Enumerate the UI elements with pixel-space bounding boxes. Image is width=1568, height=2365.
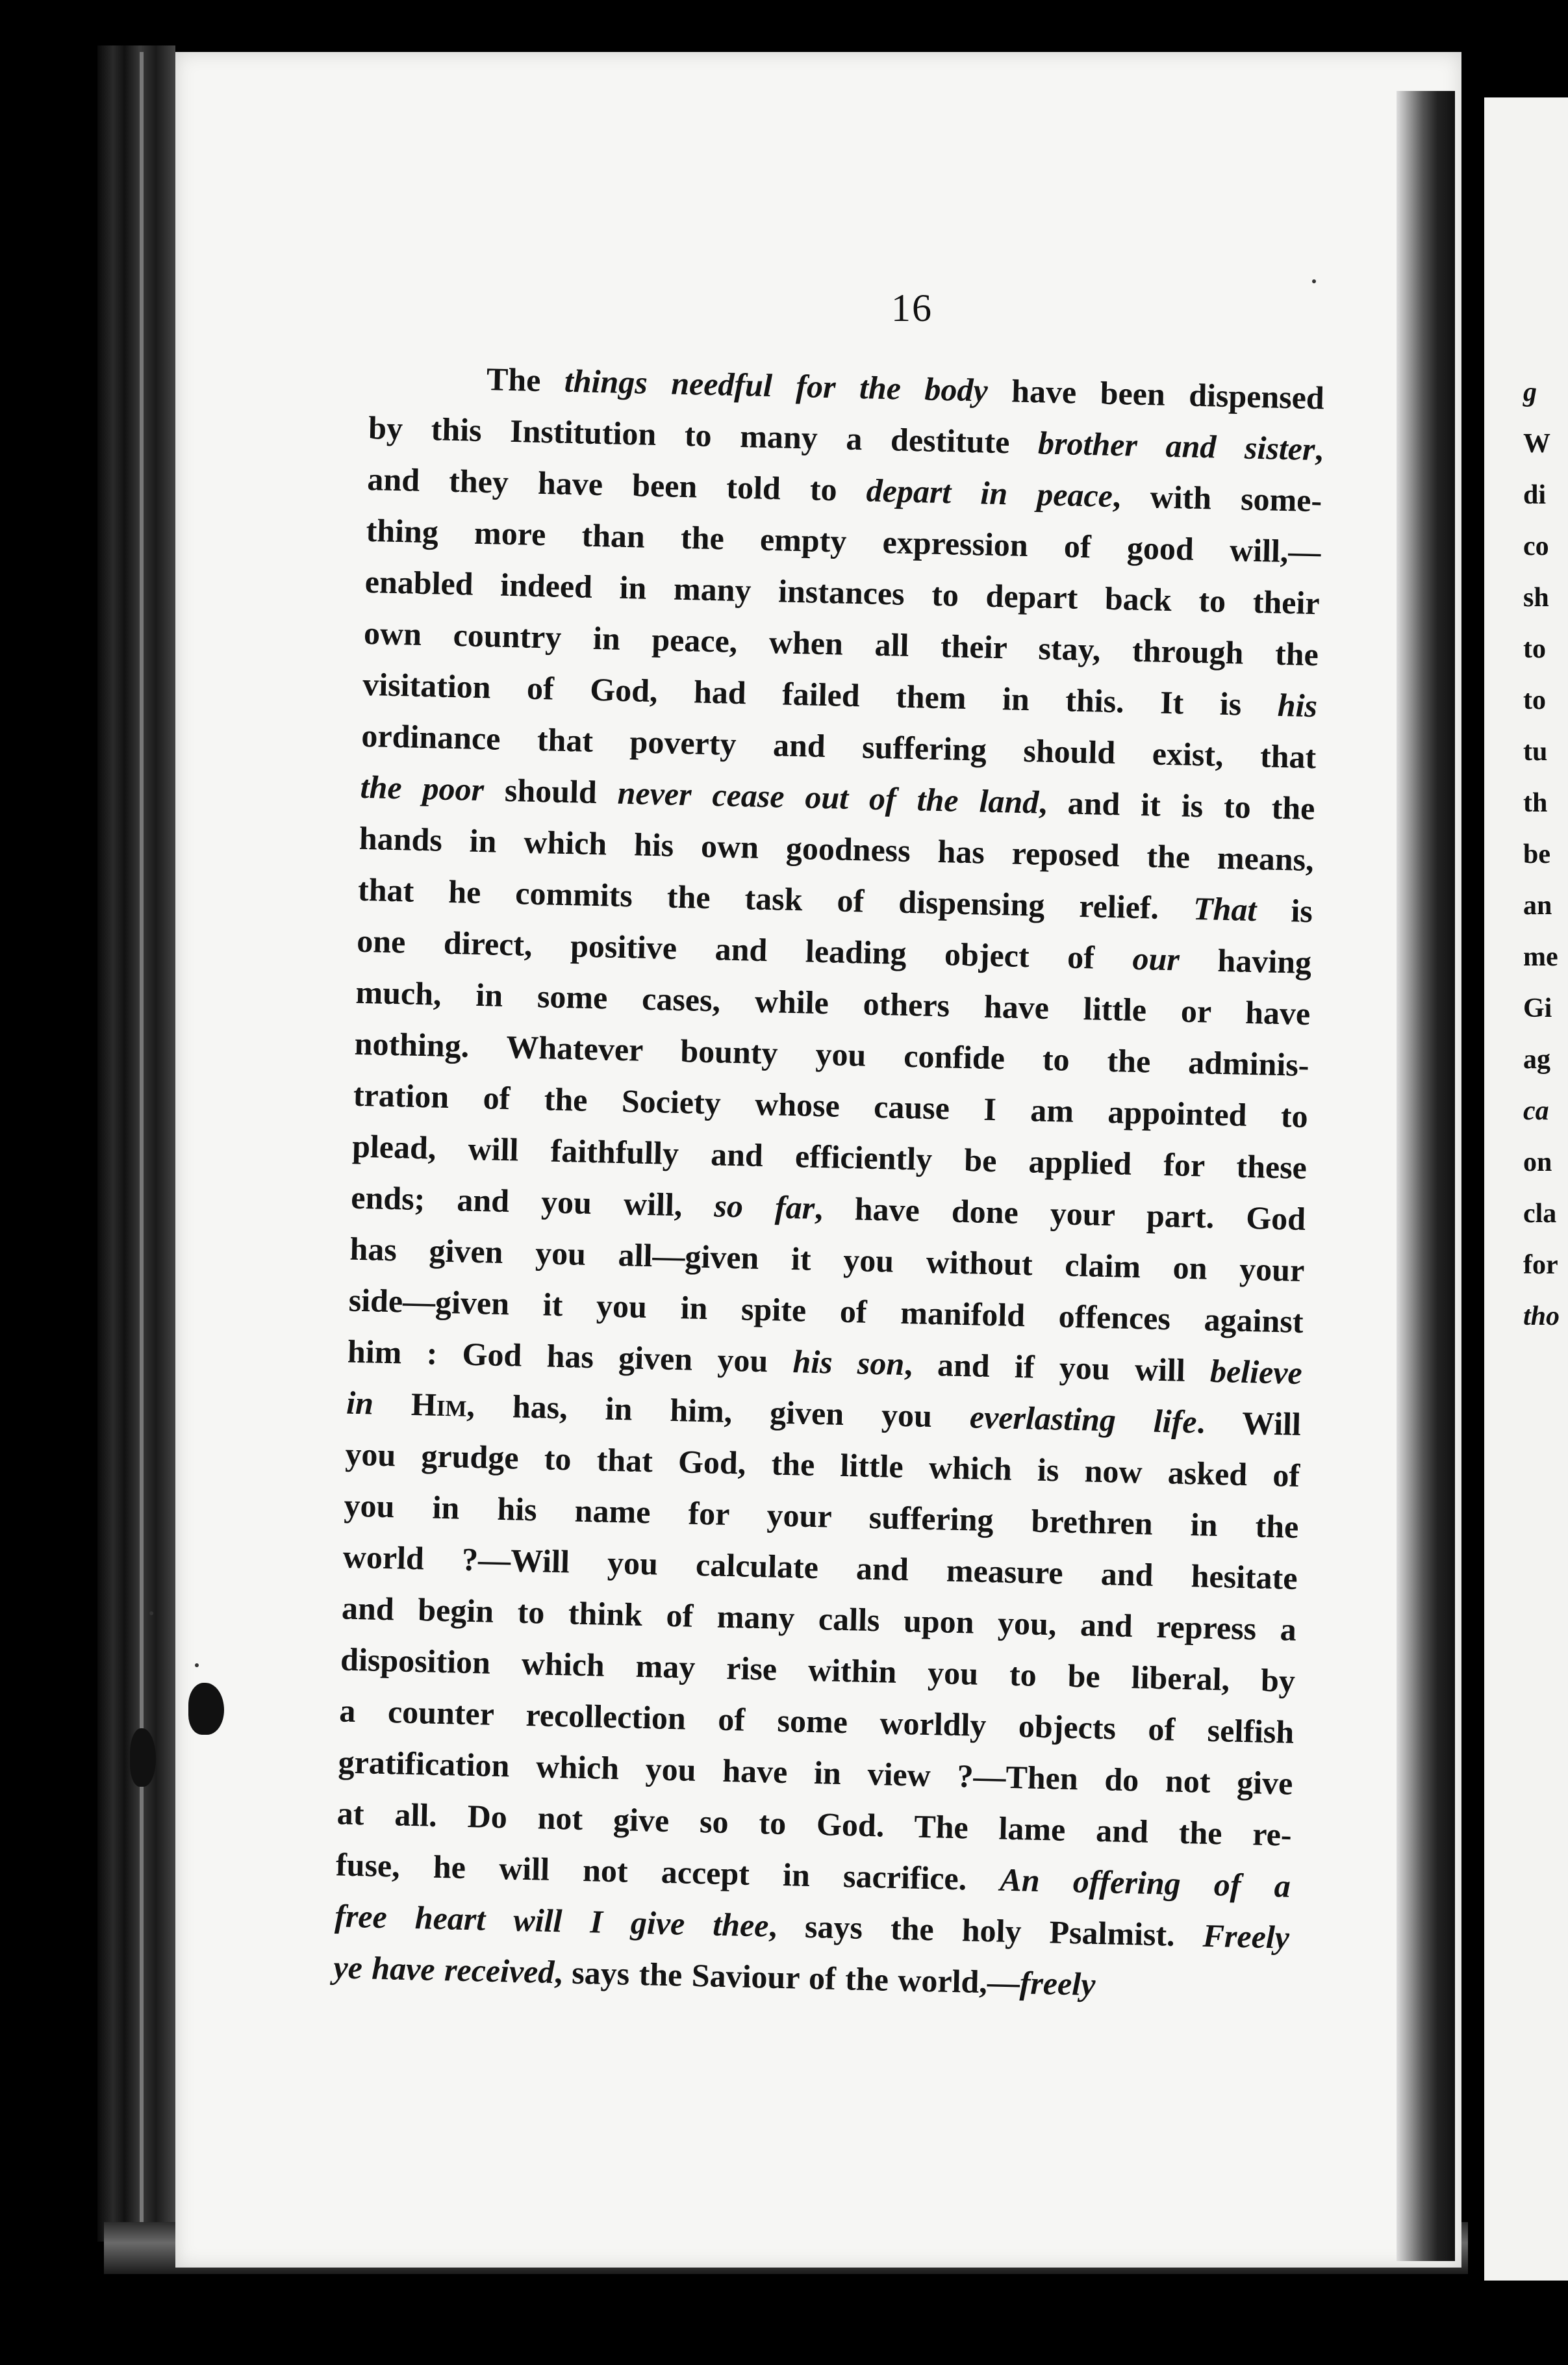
italic-text: freely [1019,1964,1096,2002]
text-segment: visitation of God, had failed them in this. It is [362,665,1278,723]
text-segment: plead, will faithfully and efficiently be applied for these [351,1127,1308,1186]
text-segment: , with some- [1112,477,1322,519]
text-segment: has given you all—given it you without claim on your [349,1230,1305,1288]
book-spine-edge [97,45,175,2242]
facing-page-text: tho [1523,1301,1560,1331]
text-segment: and they have been told to [366,460,867,509]
text-segment: fuse, he will not accept in sacrifice. [335,1846,1001,1898]
italic-text: things needful for the body [564,362,989,409]
text-segment: him : God has given you [347,1333,794,1380]
facing-page-text: g [1523,377,1537,407]
italic-text: An offering of a [999,1861,1291,1904]
text-segment: disposition which may rise within you to be liberal, by [340,1641,1296,1699]
body-text [333,351,1325,2015]
book-gutter [1397,91,1455,2261]
text-segment: have been dispensed [987,372,1325,416]
text-segment: , have done your part. God [814,1189,1306,1238]
facing-page-text: W [1523,429,1550,459]
text-segment: , says the Saviour of the world,— [553,1954,1020,2001]
text-segment: should [483,771,618,811]
facing-page-text: Gi [1523,993,1552,1023]
italic-text: Freely [1202,1917,1290,1956]
facing-page-text: an [1523,891,1552,921]
facing-page-text: sh [1523,583,1549,613]
text-segment: you in his name for your suffering brethren in the [344,1487,1299,1545]
text-segment: ends; and you will, [350,1179,715,1224]
italic-text: his son [792,1343,905,1383]
italic-text: the poor [360,768,485,808]
ink-blot [188,1683,224,1735]
text-segment: , has, in him, given you [466,1387,970,1435]
spine-highlight [140,52,144,2235]
italic-text: his [1277,686,1318,724]
italic-text: never cease out of the land [617,774,1039,821]
text-segment: , and if you will [904,1346,1211,1389]
text-segment: gratification which you have in view ?—Then do not give [338,1743,1293,1802]
text-segment: a counter recollection of some worldly objects of selfish [338,1692,1295,1750]
speck [149,1611,153,1615]
italic-text: our [1132,940,1180,978]
text-segment: hands in which his own goodness has reposed the means, [359,819,1315,878]
text-segment: enabled indeed in many instances to depart back to their [364,563,1321,622]
italic-text: ye have received [333,1949,555,1991]
text-segment: much, in some cases, while others have little or have [355,973,1311,1032]
facing-page-text: ca [1523,1096,1549,1126]
text-segment: tration of the Society whose cause I am appointed to [353,1076,1309,1135]
text-segment: thing more than the empty expression of good will,— [366,511,1321,570]
facing-page-text: cla [1523,1199,1557,1229]
text-segment: side—given it you in spite of manifold offences against [348,1281,1304,1340]
facing-page-text: on [1523,1147,1552,1177]
text-segment: ordinance that poverty and suffering should exist, that [360,717,1317,776]
facing-page-text: tu [1523,737,1548,767]
text-segment: , and it is to the [1038,784,1316,827]
text-segment: nothing. Whatever bounty you confide to the adminis- [354,1025,1310,1084]
text-segment: you grudge to that God, the little which is now asked of [344,1435,1300,1494]
facing-page-text: for [1523,1250,1558,1280]
italic-text: in [346,1384,412,1422]
text-segment: world ?—Will you calculate and measure and hesitate [342,1538,1298,1596]
italic-text: brother and sister [1037,424,1316,468]
italic-text: believe [1209,1352,1303,1391]
facing-page-text: ag [1523,1045,1550,1075]
text-segment: at all. Do not give so to God. The lame and the re- [336,1795,1293,1853]
facing-page-text: co [1523,531,1549,561]
facing-page-text: be [1523,839,1550,869]
facing-page-text: di [1523,480,1547,510]
text-segment: and begin to think of many calls upon you, and repress a [341,1589,1297,1648]
italic-text: free heart will I give thee [334,1897,770,1944]
facing-page-text: to [1523,685,1546,715]
text-segment: , [1314,431,1324,468]
text-segment: . Will [1196,1403,1302,1442]
text-segment: by this Institution to many a destitute [368,409,1039,461]
text-segment: is [1256,891,1313,930]
text-segment: own country in peace, when all their stay, through the [363,614,1319,673]
italic-text: so far [713,1187,815,1226]
page-number: 16 [891,287,933,329]
italic-text: depart in peace [866,472,1113,514]
text-segment: one direct, positive and leading object of [356,922,1133,977]
speck [195,1663,199,1667]
facing-page-text: me [1523,942,1558,972]
facing-page-text: th [1523,788,1548,818]
text-segment: having [1179,941,1312,981]
text-segment: , says the holy Psalmist. [768,1907,1204,1954]
text-segment: The [486,361,565,399]
text-segment: that he commits the task of dispensing relief. [357,871,1194,927]
italic-text: That [1193,889,1258,928]
italic-text: everlasting life [969,1398,1198,1440]
ink-blot [130,1728,156,1787]
text-segment: Him [411,1385,468,1424]
facing-page-text: to [1523,634,1546,664]
speck [1312,279,1316,283]
facing-page-fragment [1484,97,1568,2281]
